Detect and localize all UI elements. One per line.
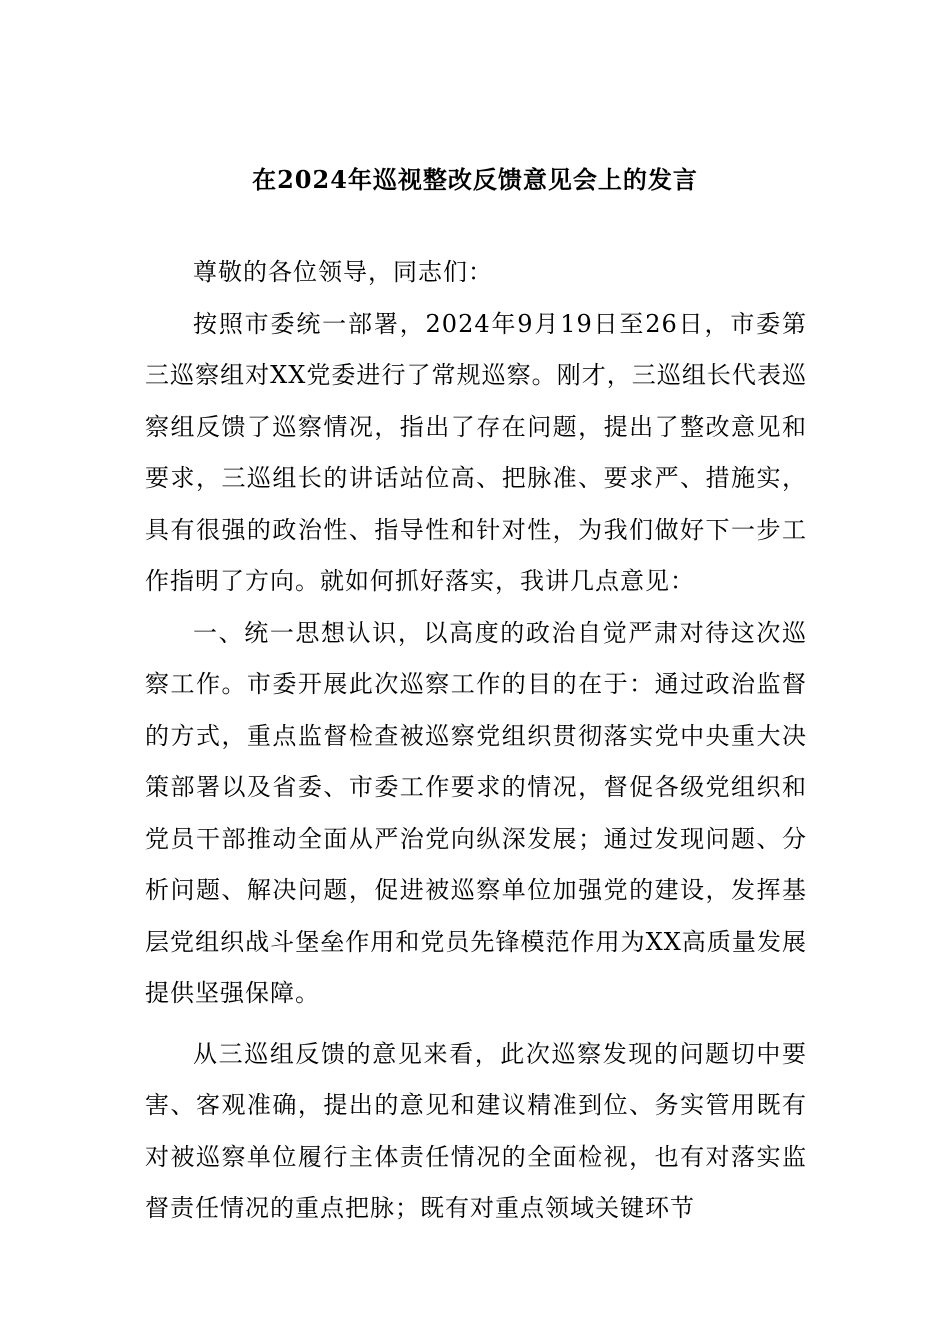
paragraph-2: 一、统一思想认识，以高度的政治自觉严肃对待这次巡察工作。市委开展此次巡察工作的目的在于：通过政治监督的方式，重点监督检查被巡察党组织贯彻落实党中央重大决策部署以及省委、市委工作要求的情况，督促各级党组织和党员干部推动全面从严治党向纵深发展；通过发现问题、分析问题、解决问题，促进被巡察单位加强党的建设，发挥基层党组织战斗堡垒作用和党员先锋模范作用为XX高质量发展提供坚强保障。 (145, 618, 807, 1007)
document-body (145, 247, 807, 1235)
paragraph-3: 从三巡组反馈的意见来看，此次巡察发现的问题切中要害、客观准确，提出的意见和建议精准到位、务实管用既有对被巡察单位履行主体责任情况的全面检视，也有对落实监督责任情况的重点把脉；既有对重点领域关键环节 (145, 1039, 807, 1222)
salutation: 尊敬的各位领导，同志们： (193, 258, 493, 286)
paragraph-1: 按照市委统一部署，2024年9月19日至26日，市委第三巡察组对XX党委进行了常规巡察。刚才，三巡组长代表巡察组反馈了巡察情况，指出了存在问题，提出了整改意见和要求，三巡组长的讲话站位高、把脉准、要求严、措施实，具有很强的政治性、指导性和针对性，为我们做好下一步工作指明了方向。就如何抓好落实，我讲几点意见： (145, 309, 807, 595)
document-title: 在2024年巡视整改反馈意见会上的发言 (252, 165, 698, 194)
